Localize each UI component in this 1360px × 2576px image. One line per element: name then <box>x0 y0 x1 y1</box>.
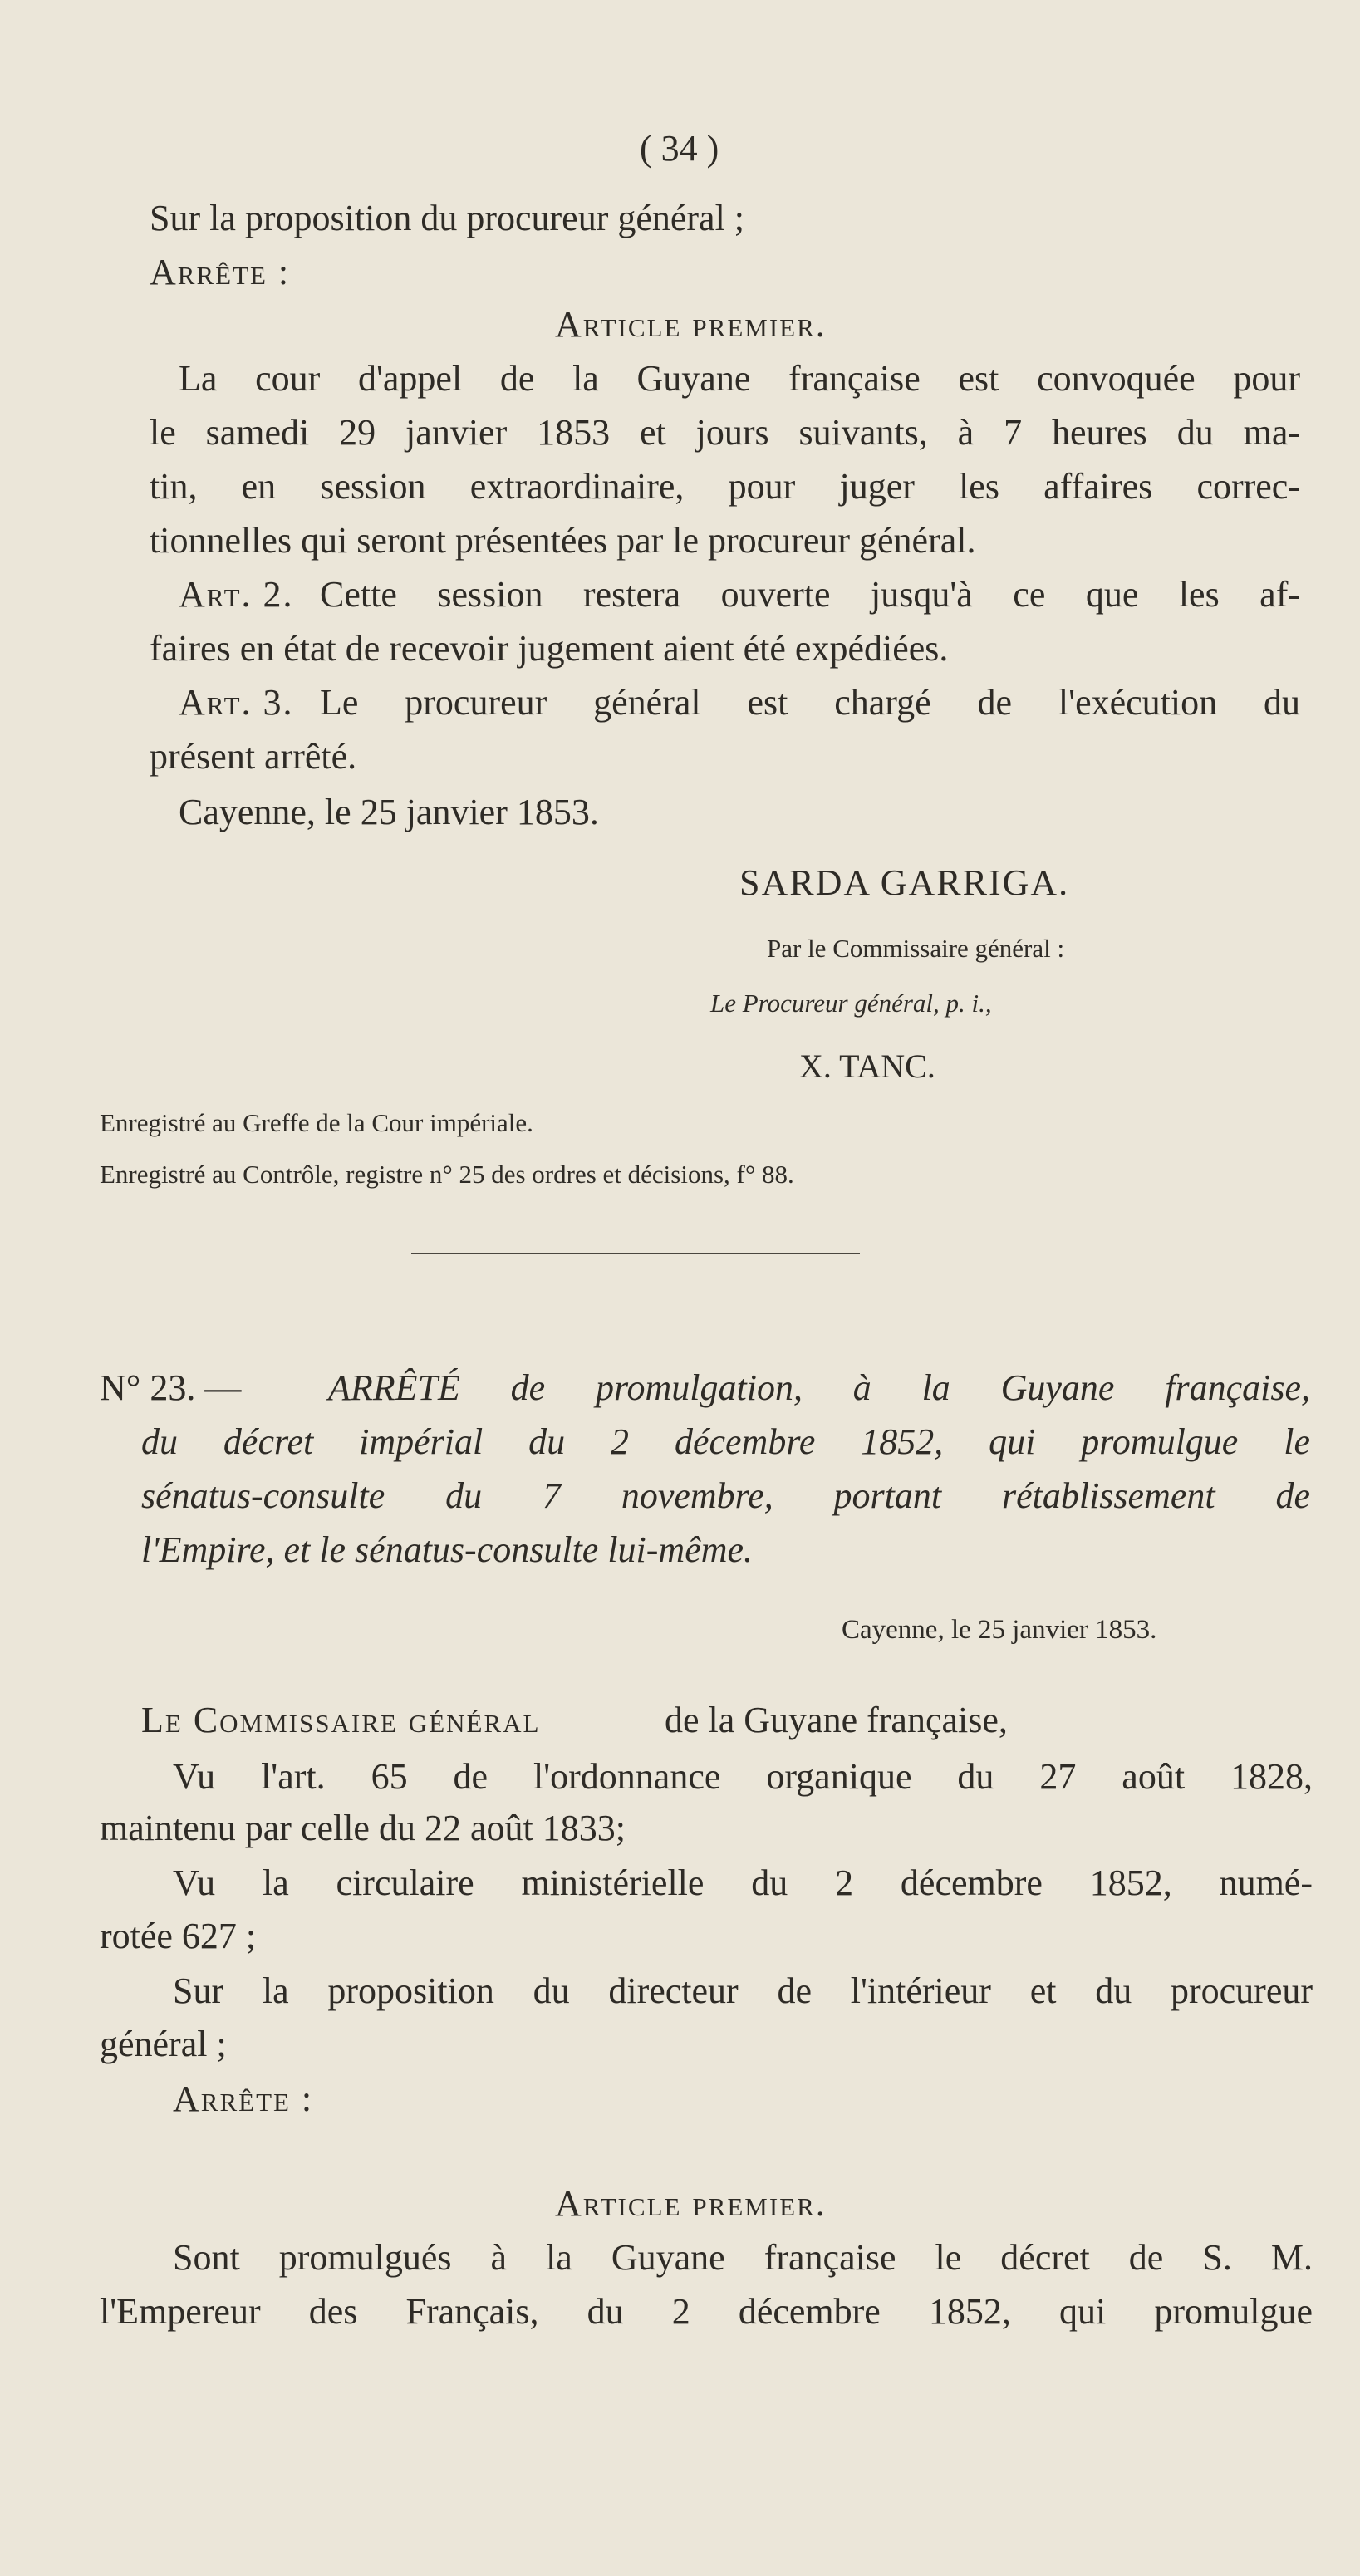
vu1-line: maintenu par celle du 22 août 1833; <box>100 1808 626 1848</box>
title-line: du décret impérial du 2 décembre 1852, qui promulgue le <box>141 1421 1310 1462</box>
final-line: l'Empereur des Français, du 2 décembre 1852, qui promulgue <box>100 2291 1313 2332</box>
par-le-commissaire: Par le Commissaire général : <box>767 934 1065 963</box>
proposition-line-2: général ; <box>100 2024 227 2064</box>
arrete-heading-2: Arrête : <box>173 2078 314 2119</box>
second-signature: X. TANC. <box>799 1048 935 1085</box>
arrete-number: N° 23. — <box>100 1367 242 1408</box>
art2-label: Art. 2. <box>179 574 294 615</box>
title-line: sénatus-consulte du 7 novembre, portant rétablissement de <box>141 1475 1310 1516</box>
article-premier-heading-2: Article premier. <box>555 2183 827 2224</box>
proposition-line: Sur la proposition du procureur général ; <box>150 198 745 238</box>
article1-line: le samedi 29 janvier 1853 et jours suivants, à 7 heures du ma- <box>150 412 1300 453</box>
art2-line: faires en état de recevoir jugement aient été expédiées. <box>150 628 949 669</box>
title-line: l'Empire, et le sénatus-consulte lui-même. <box>141 1529 754 1570</box>
enregistre-greffe: Enregistré au Greffe de la Cour impériale. <box>100 1108 533 1137</box>
vu2-line: Vu la circulaire ministérielle du 2 décembre 1852, numé- <box>173 1862 1313 1903</box>
art2-line: Cette session restera ouverte jusqu'à ce que les af- <box>320 574 1300 615</box>
commissaire-heading: Le Commissaire général <box>141 1700 541 1740</box>
date-line-2: Cayenne, le 25 janvier 1853. <box>842 1615 1157 1645</box>
date-line: Cayenne, le 25 janvier 1853. <box>179 792 599 832</box>
signature: SARDA GARRIGA. <box>739 862 1070 903</box>
enregistre-controle: Enregistré au Contrôle, registre n° 25 des ordres et décisions, f° 88. <box>100 1160 794 1189</box>
article-premier-heading: Article premier. <box>555 304 827 345</box>
page-number: ( 34 ) <box>640 128 719 169</box>
art3-line: Le procureur général est chargé de l'exécution du <box>320 682 1300 723</box>
title-line: ARRÊTÉ de promulgation, à la Guyane française, <box>328 1367 1310 1408</box>
art3-line: présent arrêté. <box>150 736 357 777</box>
final-line: Sont promulgués à la Guyane française le décret de S. M. <box>173 2237 1313 2278</box>
arrete-heading: Arrête : <box>150 252 291 292</box>
article1-line: tionnelles qui seront présentées par le procureur général. <box>150 520 976 561</box>
vu1-line: Vu l'art. 65 de l'ordonnance organique du 27 août 1828, <box>173 1756 1313 1797</box>
commissaire-rest: de la Guyane française, <box>665 1700 1008 1740</box>
article1-line: La cour d'appel de la Guyane française est convoquée pour <box>179 358 1300 399</box>
section-divider <box>411 1253 860 1254</box>
procureur-line: Le Procureur général, p. i., <box>710 989 992 1018</box>
art3-label: Art. 3. <box>179 682 294 723</box>
vu2-line: rotée 627 ; <box>100 1916 257 1956</box>
proposition-line-2: Sur la proposition du directeur de l'intérieur et du procureur <box>173 1970 1313 2011</box>
article1-line: tin, en session extraordinaire, pour juger les affaires correc- <box>150 466 1300 507</box>
